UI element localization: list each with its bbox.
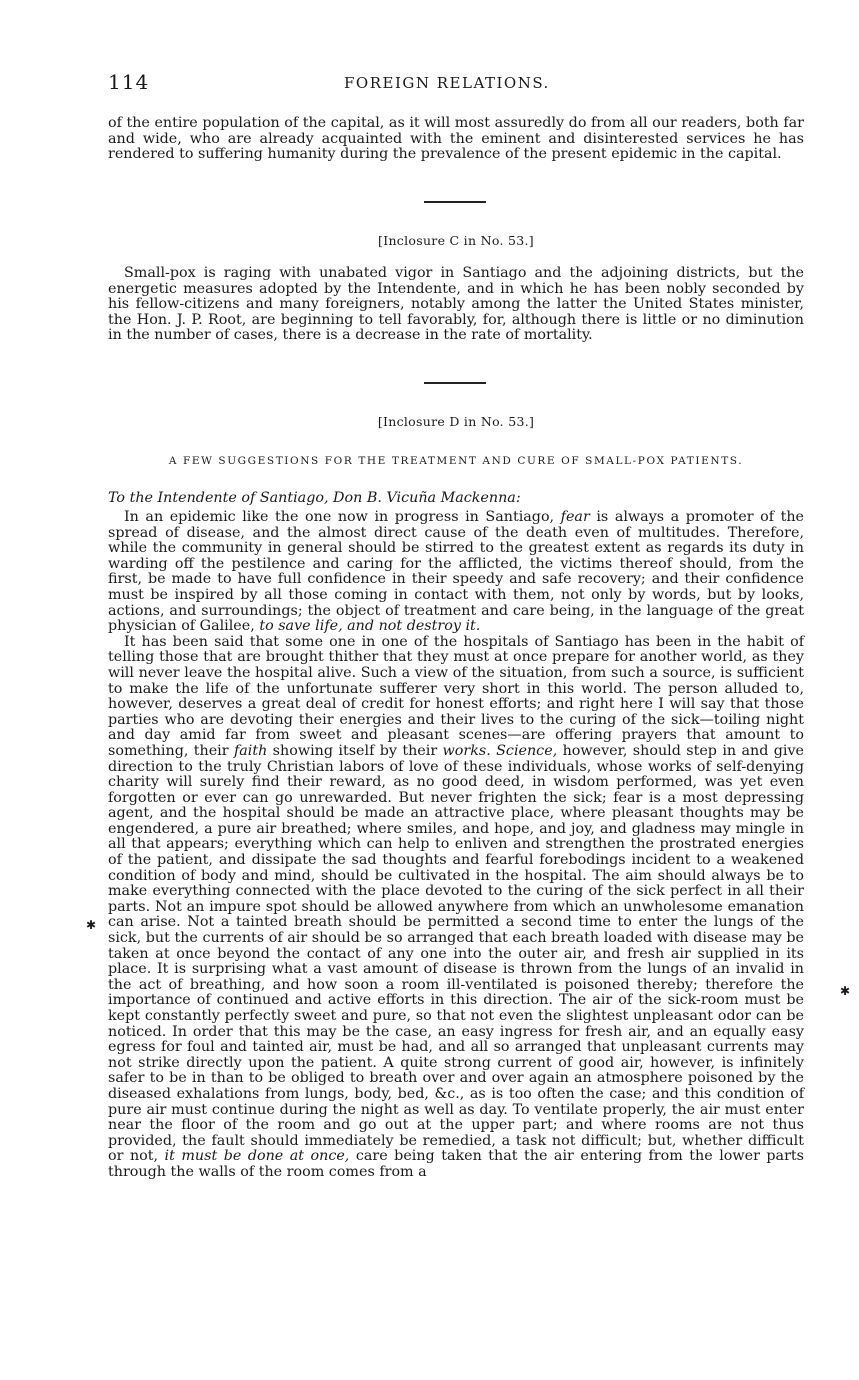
page-number: 114 <box>108 70 150 94</box>
inclosure-c-text: Small-pox is raging with unabated vigor in Santiago and the adjoining districts, but the energetic measures adopted by the Intendente, and in which he has been nobly seconded by his fellow-citizens and many foreigners, notably among the latter the United States minister, the Hon. J. P. Root, are beginning to tell favorably, for, although there is little or no diminution in the number of cases, there is a decrease in the rate of mortality. <box>108 265 804 344</box>
section-divider <box>424 382 486 384</box>
paragraph-1: In an epidemic like the one now in progress in Santiago, fear is always a promoter of the spread of disease, and the almost direct cause of the death even of multitudes. Therefore, while the community in general should be stirred to the greatest extent as regards its duty in warding off the pestilence and caring for the afflicted, the victims thereof should, from the first, be made to have full confidence in their speedy and safe recovery; and their confidence must be inspired by all those coming in contact with them, not only by words, but by looks, actions, and surroundings; the object of treatment and care being, in the language of the great physician of Galilee, to save life, and not destroy it. <box>108 509 804 635</box>
continuation-paragraph <box>108 116 804 163</box>
salutation: To the Intendente of Santiago, Don B. Vicuña Mackenna: <box>108 490 521 506</box>
continuation-text: of the entire population of the capital, as it will most assuredly do from all our readers, both far and wide, who are already acquainted with the eminent and disinterested services he has rendered to suffering humanity during the prevalence of the present epidemic in the capital. <box>108 115 804 163</box>
section-heading: A FEW SUGGESTIONS FOR THE TREATMENT AND CURE OF SMALL-POX PATIENTS. <box>168 455 744 467</box>
inclosure-c-body <box>108 266 804 344</box>
margin-mark: ✱ <box>86 918 97 932</box>
margin-mark: ✱ <box>840 984 851 998</box>
inclosure-d-label: [Inclosure D in No. 53.] <box>377 414 535 429</box>
running-title: FOREIGN RELATIONS. <box>344 74 550 92</box>
inclosure-c-label: [Inclosure C in No. 53.] <box>378 233 534 248</box>
inclosure-d-body <box>108 510 804 1181</box>
running-head <box>108 70 804 96</box>
section-divider <box>424 201 486 203</box>
paragraph-2: It has been said that some one in one of the hospitals of Santiago has been in the habit of telling those that are brought thither that they must at once prepare for another world, as they will never leave the hospital alive. Such a view of the situation, from such a source, is sufficient to make the life of the unfortunate sufferer very short in this world. The person alluded to, however, deserves a great deal of credit for honest efforts; and right here I will say that those parties who are devoting their energies and their lives to the curing of the sick—toiling night and day amid far from sweet and pleasant scenes—are offering prayers that amount to something, their faith showing itself by their works. Science, however, should step in and give direction to the truly Christian labors of love of these individuals, whose works of self-denying charity will surely find their reward, as no good deed, in wisdom performed, was yet even forgotten or ever can go unrewarded. But never frighten the sick; fear is a most depressing agent, and the hospital should be made an attractive place, where pleasant thoughts may be engendered, a pure air breathed; where smiles, and hope, and joy, and gladness may mingle in all that appears; everything which can help to enliven and strengthen the prostrated energies of the patient, and dissipate the sad thoughts and fearful forebodings incident to a weakened condition of body and mind, should be cultivated in the hospital. The aim should always be to make everything connected with the place devoted to the curing of the sick perfect in all their parts. Not an impure spot should be allowed anywhere from which an unwholesome emanation can arise. Not a tainted breath should be permitted a second time to enter the lungs of the sick, but the currents of air should be so arranged that each breath loaded with disease may be taken at once beyond the contact of any one into the outer air, and fresh air supplied in its place. It is surprising what a vast amount of disease is thrown from the lungs of an invalid in the act of breathing, and how soon a room ill-ventilated is poisoned thereby; therefore the importance of continued and active efforts in this direction. The air of the sick-room must be kept constantly perfectly sweet and pure, so that not even the slightest unpleasant odor can be noticed. In order that this may be the case, an easy ingress for fresh air, and an equally easy egress for foul and tainted air, must be had, and all so arranged that unpleasant currents may not strike directly upon the patient. A quite strong current of good air, however, is infinitely safer to be in than to be obliged to breath over and over again an atmosphere poisoned by the diseased exhalations from lungs, body, bed, &c., as is too often the case; and this condition of pure air must continue during the night as well as day. To ventilate properly, the air must enter near the floor of the room and go out at the upper part; and where rooms are not thus provided, the fault should immediately be remedied, a task not difficult; but, whether difficult or not, it must be done at once, care being taken that the air entering from the lower parts through the walls of the room comes from a <box>108 633 804 1180</box>
